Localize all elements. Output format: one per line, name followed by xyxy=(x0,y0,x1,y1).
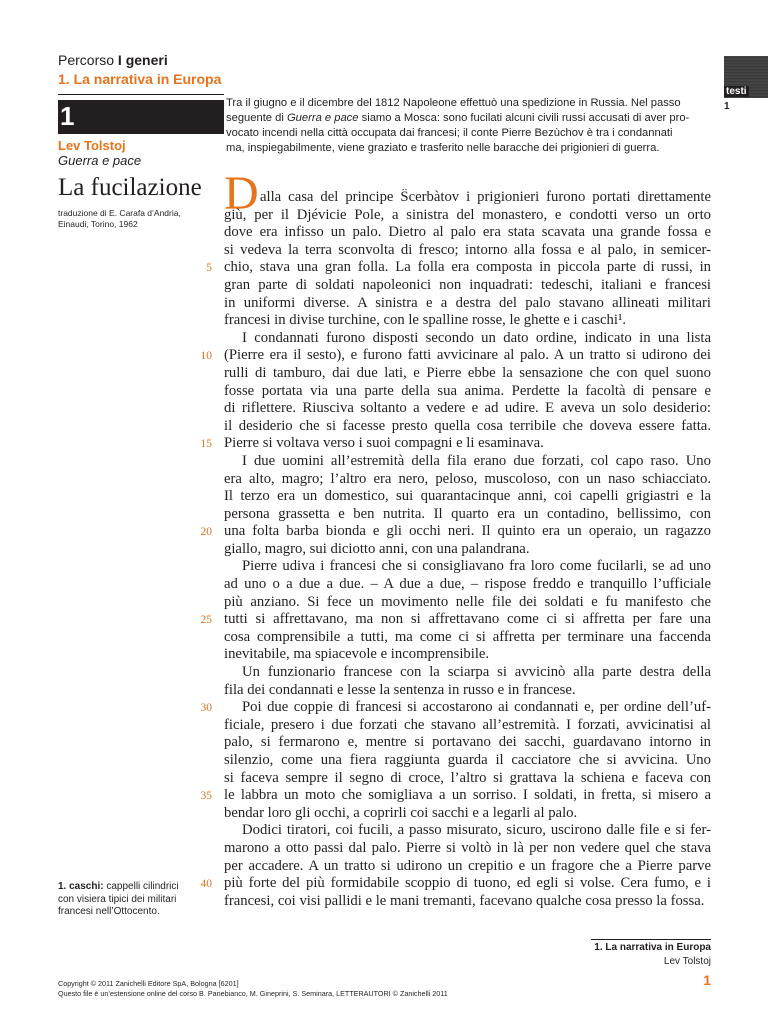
text-line: persona grassetta e ben nutrita. Il quarto era un contadino, bellissimo, con xyxy=(224,505,711,522)
text-line: Un funzionario francese con la sciarpa si avvicinò alla parte destra della xyxy=(242,664,711,681)
text-line: inevitabile, ma spiacevole e incomprensibile. xyxy=(224,646,490,663)
text-line: alla casa del principe Ŝcerbàtov i prigionieri furono portati direttamente xyxy=(260,189,711,205)
text-line: Dodici tiratori, coi fucili, a passo misurato, sicuro, uscirono dalle file e si fer- xyxy=(242,822,711,839)
text-line: fosse portata via una parte della sua anima. Perdette la facoltà di pensare e xyxy=(224,382,711,399)
section-title: 1. La narrativa in Europa xyxy=(58,71,222,87)
line-number: 15 xyxy=(200,438,212,451)
text-line: Il terzo era un domestico, sui quarantacinque anni, coi capelli grigiastri e la xyxy=(224,488,711,505)
text-line: chio, stava una gran folla. La folla era composta in piccola parte di russi, in xyxy=(224,259,711,276)
text-line: ad uno o a due a due. – A due a due, – rispose freddo e tranquillo l’ufficiale xyxy=(224,576,711,593)
footnote xyxy=(58,881,188,919)
text-number-badge xyxy=(58,100,224,134)
text-line: una folta barba bionda e gli occhi neri. Il quinto era un operaio, un ragazzo xyxy=(224,523,711,540)
text-line: Poi due coppie di francesi si accostarono ai condannati e, per ordine dell’uf- xyxy=(242,699,711,716)
copyright-line: Questo file è un’estensione online del corso B. Panebianco, M. Gineprini, S. Seminara, LETTERAUTORI © Zanichelli 2011 xyxy=(58,989,448,998)
intro-text: seguente di xyxy=(226,112,287,124)
percorso-genre: I generi xyxy=(117,52,168,68)
footnote-text: cappelli cilindrici con visiera tipici dei militari francesi nell’Ottocento. xyxy=(58,881,179,917)
line-number: 25 xyxy=(200,614,212,627)
text-line: rulli di tamburo, dai due lati, e Pierre ebbe la sensazione che con quel suono xyxy=(224,364,711,381)
drop-cap: D xyxy=(224,167,259,220)
line-number: 5 xyxy=(206,262,212,275)
percorso-label xyxy=(58,52,168,68)
text-line: giù, per il Djévicie Pole, a sinistra del monastero, e condotti verso un orto xyxy=(224,206,711,223)
text-line: Pierre si voltava verso i suoi compagni e li esaminava. xyxy=(224,435,544,452)
text-line: silenzio, come una fiera raggiunta guarda il cacciatore che si avvicina. Uno xyxy=(224,752,711,768)
footer-section: 1. La narrativa in Europa xyxy=(594,942,711,953)
page-title: La fucilazione xyxy=(58,174,202,201)
intro-work-title: Guerra e pace xyxy=(286,112,359,124)
main-text xyxy=(224,189,711,910)
text-line: in uniformi diverse. A sinistra e a destra del palo stavano allineati militari xyxy=(224,294,711,311)
text-line: francesi in divise turchine, con le spalline rosse, le ghette e i caschi¹. xyxy=(224,312,627,329)
text-line: ficiale, presero i due forzati che stavano all’estremità. I forzati, avvicinatisi al xyxy=(224,716,711,733)
text-line: era alto, magro; l’altro era nero, peloso, muscoloso, con un naso schiacciato. xyxy=(224,470,711,487)
text-line: per accadere. A un tratto si udirono un crepitio e un fragore che a Pierre parve xyxy=(224,857,711,874)
text-line: più forte del più formidabile scoppio di tuono, ed egli si volse. Cera fumo, e i xyxy=(224,875,711,892)
footer-divider xyxy=(591,939,711,940)
intro-text: siamo a Mosca: sono fucilati alcuni civili russi accusati di aver pro- xyxy=(358,112,690,124)
line-number: 20 xyxy=(200,526,212,539)
text-line: tutti si affrettavano, ma non si affrettavano come ci si affretta per fare una xyxy=(224,611,711,628)
side-tab-number: 1 xyxy=(724,101,730,112)
text-line: I due uomini all’estremità della fila erano due forzati, col capo raso. Uno xyxy=(242,452,711,469)
author-name: Lev Tolstoj xyxy=(58,138,126,153)
copyright xyxy=(58,979,518,999)
text-line: giallo, magro, sui diciotto anni, con una palandrana. xyxy=(224,540,530,557)
text-line: si faceva sempre il segno di croce, l’altro si grattava la schiena e faceva con xyxy=(224,769,711,786)
text-line: (Pierre era il sesto), e furono fatti avvicinare al palo. A un tratto si udirono dei xyxy=(224,347,711,364)
text-line: bendar loro gli occhi, a coprirli coi sacchi e a legarli al palo. xyxy=(224,804,578,821)
text-line: francesi, coi visi pallidi e le mani tremanti, facevano qualche cosa presso la fossa. xyxy=(224,892,705,909)
intro-line: Tra il giugno e il dicembre del 1812 Napoleone effettuò una spedizione in Russia. Nel passo xyxy=(226,97,681,109)
footer-author: Lev Tolstoj xyxy=(663,956,711,967)
text-line: più anziano. Si fece un movimento nelle file dei soldati e fu manifesto che xyxy=(224,593,711,610)
text-line: Pierre udiva i francesi che si consigliavano fra loro come fucilarli, se ad uno xyxy=(242,558,711,575)
copyright-line: Copyright © 2011 Zanichelli Editore SpA, Bologna [6201] xyxy=(58,979,239,988)
work-title: Guerra e pace xyxy=(58,153,142,168)
text-line: le labbra un moto che somigliava a un sorriso. I soldati, in fretta, si misero a xyxy=(224,787,711,804)
side-tab-label: testi xyxy=(726,86,747,97)
text-line: marono a otto passi dal palo. Pierre si voltò in là per non vedere quel che stava xyxy=(224,839,711,856)
line-number: 10 xyxy=(200,350,212,363)
translation-credit: traduzione di E. Carafa d’Andria, Einaudi, Torino, 1962 xyxy=(58,208,181,229)
page-number: 1 xyxy=(703,972,711,988)
text-line: fila dei condannati e lesse la sentenza in russo e in francese. xyxy=(224,681,576,698)
percorso-prefix: Percorso xyxy=(58,52,118,68)
intro-line xyxy=(226,111,711,126)
text-line: si vedeva la terra sconvolta di fresco; intorno alla fossa e al palo, in semicer- xyxy=(224,241,711,258)
text-line: dove era infisso un palo. Dietro al palo era stata scavata una grande fossa e xyxy=(224,224,711,241)
text-number: 1 xyxy=(60,101,75,131)
line-number: 30 xyxy=(200,702,212,715)
footnote-label: 1. caschi: xyxy=(58,881,104,892)
text-line: cosa comprensibile a tutti, ma come ci si affretta per terminare una faccenda xyxy=(224,628,711,645)
text-line: gran parte di soldati napoleonici non inquadrati: tedeschi, italiani e francesi xyxy=(224,276,711,293)
line-number: 35 xyxy=(200,790,212,803)
intro-line: vocato incendi nella città occupata dai francesi; il conte Pierre Bezùchov è tra i condannati xyxy=(226,127,673,139)
line-number: 40 xyxy=(200,878,212,891)
header-divider xyxy=(58,94,224,95)
intro-line: ma, inspiegabilmente, viene graziato e trasferito nelle baracche dei prigionieri di guerra. xyxy=(226,142,660,154)
text-line: di riflettere. Riusciva soltanto a vedere e ad udire. E aveva un solo desiderio: xyxy=(224,400,711,417)
intro-paragraph xyxy=(226,96,711,156)
text-line: I condannati furono disposti secondo un dato ordine, indicato in una lista xyxy=(242,329,711,346)
text-line: palo, si fermarono e, mentre si portavano dei sacchi, guardavano intorno in xyxy=(224,734,711,751)
text-line: il desiderio che si facesse presto quella cosa terribile che doveva essere fatta. xyxy=(224,417,711,434)
